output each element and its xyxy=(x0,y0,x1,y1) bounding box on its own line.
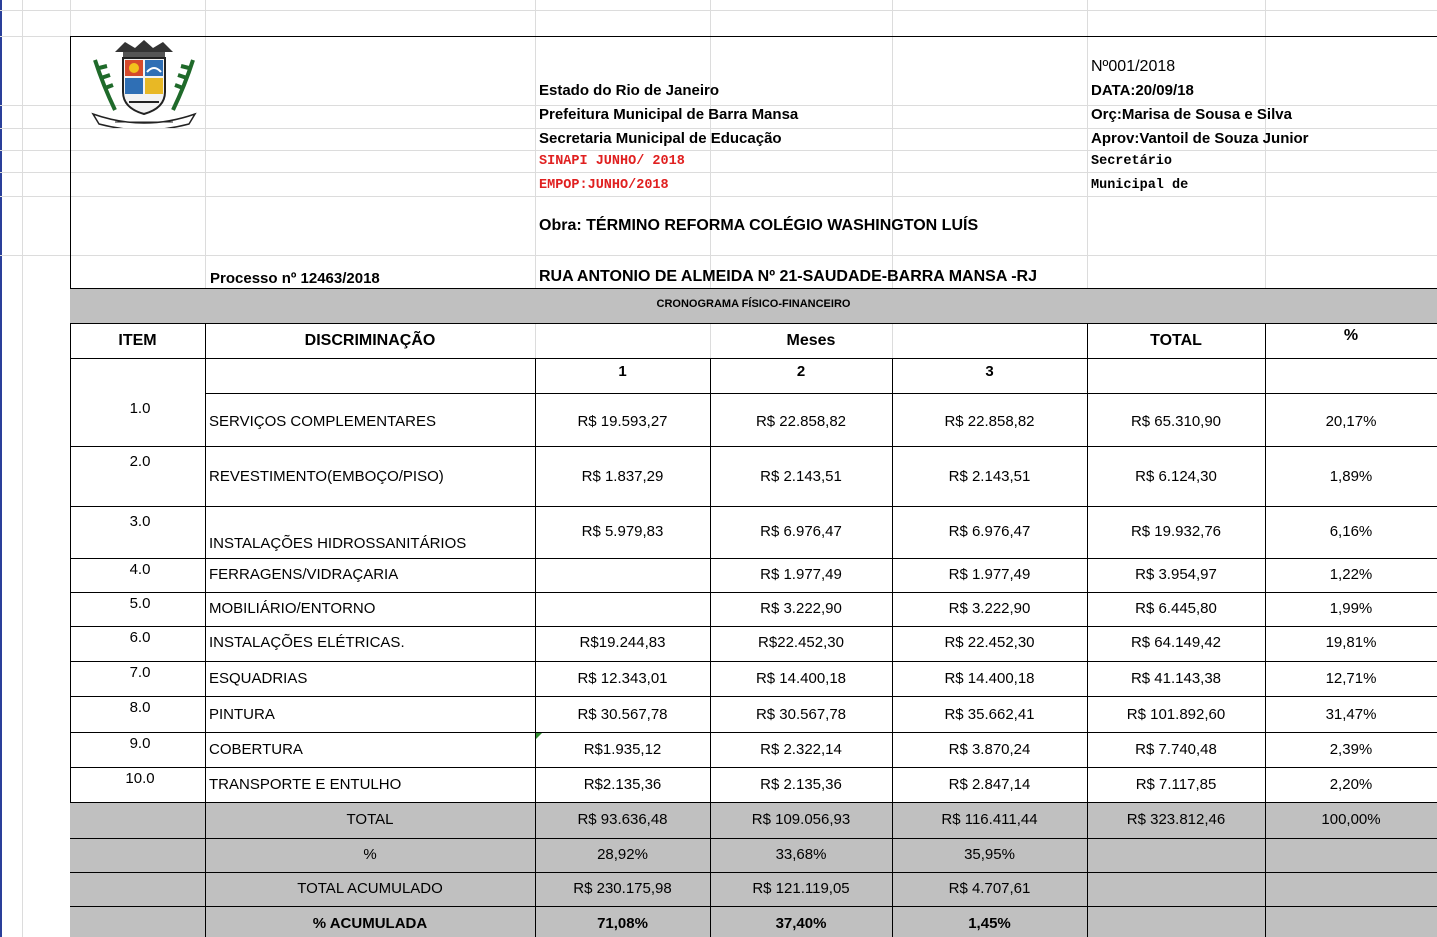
row-total: R$ 3.954,97 xyxy=(1135,566,1217,583)
summary-label: % xyxy=(363,846,377,863)
row-month-2: R$ 30.567,78 xyxy=(755,706,847,723)
project-address: RUA ANTONIO DE ALMEIDA Nº 21-SAUDADE-BARRA MANSA -RJ xyxy=(539,268,1037,285)
row-total: R$ 19.932,76 xyxy=(1130,523,1222,540)
row-percent: 1,89% xyxy=(1329,468,1373,485)
row-month-3: R$ 2.847,14 xyxy=(948,776,1031,793)
col-header-total: TOTAL xyxy=(1150,332,1202,349)
row-month-2: R$ 6.976,47 xyxy=(760,523,842,540)
row-percent: 1,99% xyxy=(1329,600,1373,617)
sinapi-reference: SINAPI JUNHO/ 2018 xyxy=(539,154,685,169)
row-month-1: R$1.935,12 xyxy=(583,741,662,758)
row-total: R$ 6.124,30 xyxy=(1135,468,1217,485)
project-title: Obra: TÉRMINO REFORMA COLÉGIO WASHINGTON LUÍS xyxy=(539,217,979,234)
row-description: FERRAGENS/VIDRAÇARIA xyxy=(209,566,399,583)
row-item: 7.0 xyxy=(129,664,151,681)
col-header-description: DISCRIMINAÇÃO xyxy=(304,332,436,349)
grid-line xyxy=(0,150,1437,151)
summary-month-3: R$ 116.411,44 xyxy=(941,811,1038,828)
grid-line xyxy=(0,10,1437,11)
grid-line xyxy=(0,172,1437,173)
row-month-1: R$2.135,36 xyxy=(583,776,662,793)
budget-author: Orç:Marisa de Sousa e Silva xyxy=(1091,106,1292,123)
row-month-2: R$ 2.322,14 xyxy=(760,741,842,758)
cell-comment-marker xyxy=(536,733,542,739)
summary-label-band xyxy=(70,802,206,937)
row-description: MOBILIÁRIO/ENTORNO xyxy=(209,600,376,617)
row-month-1: R$ 30.567,78 xyxy=(577,706,668,723)
grid-line xyxy=(0,128,1437,129)
row-month-3: R$ 6.976,47 xyxy=(948,523,1031,540)
approver-title-line1: Secretário xyxy=(1091,154,1173,169)
row-month-3: R$ 2.143,51 xyxy=(948,468,1031,485)
row-month-3: R$ 14.400,18 xyxy=(944,670,1035,687)
row-description: TRANSPORTE E ENTULHO xyxy=(209,776,402,793)
row-item: 9.0 xyxy=(129,735,151,752)
city-hall-name: Prefeitura Municipal de Barra Mansa xyxy=(539,106,799,123)
row-total: R$ 64.149,42 xyxy=(1130,634,1222,651)
summary-month-2: 33,68% xyxy=(775,846,827,863)
grid-line xyxy=(22,0,23,937)
row-month-2: R$ 1.977,49 xyxy=(760,566,842,583)
row-item: 8.0 xyxy=(129,699,151,716)
row-description: ESQUADRIAS xyxy=(209,670,308,687)
row-percent: 20,17% xyxy=(1325,413,1377,430)
row-percent: 19,81% xyxy=(1325,634,1377,651)
row-percent: 2,20% xyxy=(1329,776,1373,793)
process-number: Processo nº 12463/2018 xyxy=(210,270,380,287)
row-month-3: R$ 35.662,41 xyxy=(944,706,1035,723)
document-date: DATA:20/09/18 xyxy=(1091,82,1194,99)
empop-reference: EMPOP:JUNHO/2018 xyxy=(539,178,669,193)
row-month-1: R$19.244,83 xyxy=(579,634,666,651)
col-header-months: Meses xyxy=(786,332,836,349)
row-month-3: R$ 1.977,49 xyxy=(948,566,1031,583)
row-total: R$ 65.310,90 xyxy=(1130,413,1222,430)
coat-of-arms-logo xyxy=(85,40,203,128)
row-month-2: R$ 14.400,18 xyxy=(755,670,847,687)
row-month-2: R$22.452,30 xyxy=(758,634,844,651)
col-header-percent: % xyxy=(1343,327,1359,344)
summary-month-3: R$ 4.707,61 xyxy=(948,880,1031,897)
row-item: 4.0 xyxy=(129,561,151,578)
month-1-header: 1 xyxy=(618,363,627,380)
summary-month-2: R$ 121.119,05 xyxy=(752,880,850,897)
row-percent: 12,71% xyxy=(1325,670,1377,687)
row-item: 6.0 xyxy=(129,629,151,646)
document-number: Nº001/2018 xyxy=(1091,58,1176,75)
summary-month-1: R$ 93.636,48 xyxy=(577,811,668,828)
sheet-left-edge xyxy=(0,0,2,937)
summary-month-1: R$ 230.175,98 xyxy=(573,880,672,897)
summary-label: TOTAL xyxy=(346,811,394,828)
summary-month-3: 35,95% xyxy=(964,846,1015,863)
row-item: 2.0 xyxy=(129,453,151,470)
summary-month-1: 28,92% xyxy=(597,846,648,863)
row-item: 3.0 xyxy=(129,513,151,530)
row-total: R$ 101.892,60 xyxy=(1126,706,1226,723)
approver-title-line2: Municipal de xyxy=(1091,178,1189,193)
row-percent: 1,22% xyxy=(1329,566,1373,583)
row-month-1: R$ 12.343,01 xyxy=(577,670,668,687)
row-month-1: R$ 19.593,27 xyxy=(577,413,668,430)
secretariat-name: Secretaria Municipal de Educação xyxy=(539,130,782,147)
row-total: R$ 41.143,38 xyxy=(1130,670,1222,687)
row-description: SERVIÇOS COMPLEMENTARES xyxy=(209,413,436,430)
summary-month-1: 71,08% xyxy=(597,915,648,932)
row-percent: 31,47% xyxy=(1325,706,1377,723)
month-3-header: 3 xyxy=(985,363,994,380)
row-month-2: R$ 22.858,82 xyxy=(755,413,847,430)
summary-month-3: 1,45% xyxy=(968,915,1011,932)
grid-line xyxy=(0,196,1437,197)
month-2-header: 2 xyxy=(796,363,806,380)
row-item: 5.0 xyxy=(129,595,151,612)
row-description: COBERTURA xyxy=(209,741,303,758)
row-month-1: R$ 5.979,83 xyxy=(581,523,664,540)
summary-label: % ACUMULADA xyxy=(312,915,428,932)
row-item: 1.0 xyxy=(129,400,151,417)
cronograma-title: CRONOGRAMA FÍSICO-FINANCEIRO xyxy=(656,298,851,310)
row-description: INSTALAÇÕES HIDROSSANITÁRIOS xyxy=(209,535,467,552)
row-percent: 2,39% xyxy=(1329,741,1373,758)
row-month-2: R$ 2.143,51 xyxy=(760,468,842,485)
row-month-3: R$ 3.222,90 xyxy=(948,600,1031,617)
row-total: R$ 7.117,85 xyxy=(1135,776,1217,793)
state-name: Estado do Rio de Janeiro xyxy=(539,82,720,99)
row-description: PINTURA xyxy=(209,706,275,723)
approver: Aprov:Vantoil de Souza Junior xyxy=(1091,130,1309,147)
row-month-3: R$ 3.870,24 xyxy=(948,741,1031,758)
row-item: 10.0 xyxy=(125,770,155,787)
row-month-2: R$ 3.222,90 xyxy=(760,600,842,617)
row-total: R$ 7.740,48 xyxy=(1135,741,1217,758)
row-month-2: R$ 2.135,36 xyxy=(760,776,842,793)
row-description: INSTALAÇÕES ELÉTRICAS. xyxy=(209,634,405,651)
summary-month-2: 37,40% xyxy=(775,915,827,932)
grid-line xyxy=(0,255,1437,256)
summary-percent: 100,00% xyxy=(1321,811,1381,828)
summary-label: TOTAL ACUMULADO xyxy=(297,880,443,897)
col-header-item: ITEM xyxy=(118,332,157,349)
row-month-3: R$ 22.452,30 xyxy=(944,634,1035,651)
summary-month-2: R$ 109.056,93 xyxy=(751,811,851,828)
row-description: REVESTIMENTO(EMBOÇO/PISO) xyxy=(209,468,444,485)
row-percent: 6,16% xyxy=(1329,523,1373,540)
row-month-1: R$ 1.837,29 xyxy=(581,468,664,485)
row-total: R$ 6.445,80 xyxy=(1135,600,1217,617)
summary-total: R$ 323.812,46 xyxy=(1126,811,1226,828)
row-month-3: R$ 22.858,82 xyxy=(944,413,1035,430)
